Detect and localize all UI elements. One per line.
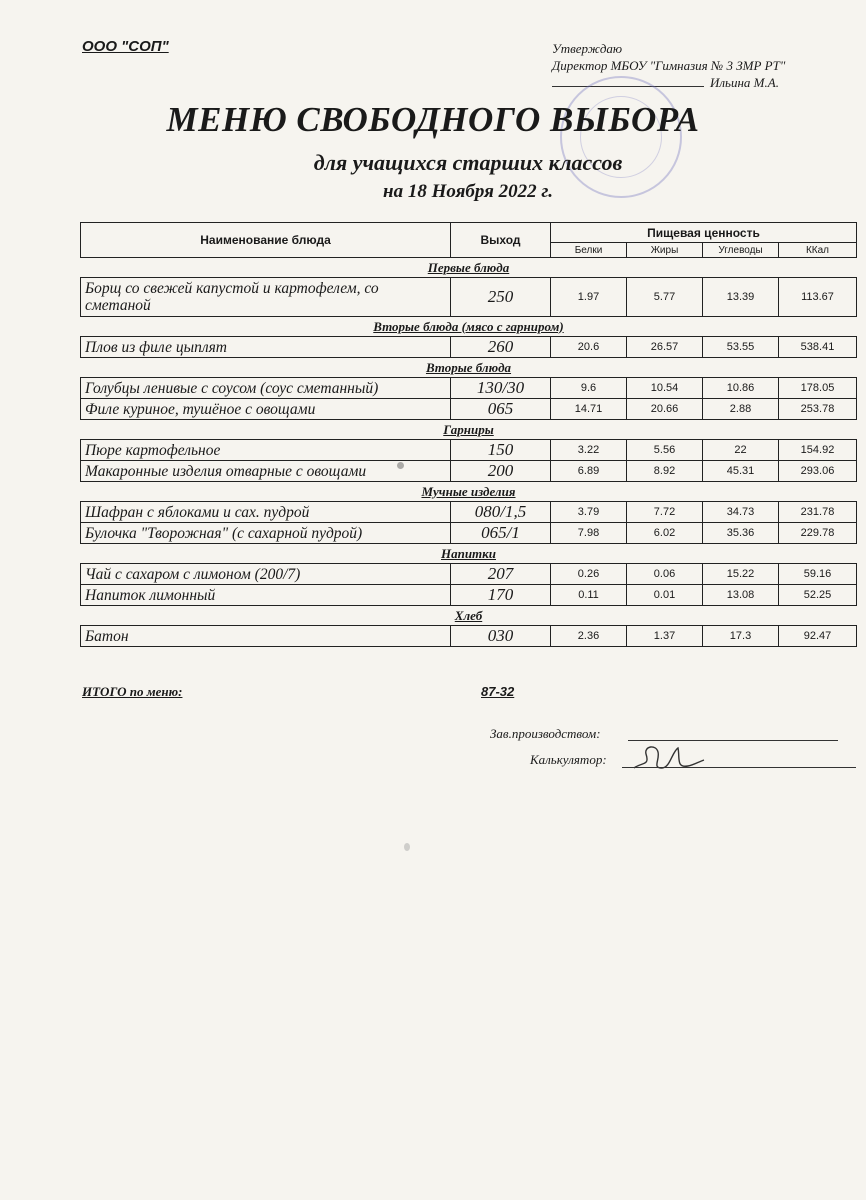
dish-output: 080/1,5 [451, 502, 551, 523]
calculator-signature [530, 752, 607, 768]
dish-kcal: 293.06 [779, 461, 857, 482]
dish-carbs: 13.08 [703, 585, 779, 606]
dish-output: 030 [451, 626, 551, 647]
dish-fats: 20.66 [627, 399, 703, 420]
dish-fats: 0.06 [627, 564, 703, 585]
section-title: Первые блюда [81, 258, 857, 278]
dish-fats: 10.54 [627, 378, 703, 399]
dish-carbs: 34.73 [703, 502, 779, 523]
header-dish-name: Наименование блюда [81, 223, 451, 258]
header-nutrition: Пищевая ценность [551, 223, 857, 243]
dish-name: Макаронные изделия отварные с овощами [81, 461, 451, 482]
total-label: ИТОГО по меню: [82, 684, 183, 699]
table-row [81, 626, 857, 647]
dish-carbs: 22 [703, 440, 779, 461]
table-row [81, 502, 857, 523]
dish-carbs: 35.36 [703, 523, 779, 544]
dish-output: 150 [451, 440, 551, 461]
dish-fats: 6.02 [627, 523, 703, 544]
dish-name: Напиток лимонный [81, 585, 451, 606]
dish-fats: 1.37 [627, 626, 703, 647]
dish-proteins: 3.79 [551, 502, 627, 523]
table-row [81, 278, 857, 317]
dish-name: Плов из филе цыплят [81, 337, 451, 358]
table-row [81, 337, 857, 358]
dish-name: Филе куриное, тушёное с овощами [81, 399, 451, 420]
dish-fats: 26.57 [627, 337, 703, 358]
page-title: МЕНЮ СВОБОДНОГО ВЫБОРА [166, 100, 700, 139]
dish-name: Булочка "Творожная" (с сахарной пудрой) [81, 523, 451, 544]
table-row [81, 440, 857, 461]
dish-proteins: 2.36 [551, 626, 627, 647]
dish-kcal: 229.78 [779, 523, 857, 544]
section-title: Вторые блюда [81, 358, 857, 378]
page-subtitle: для учащихся старших классов [313, 150, 623, 175]
dish-carbs: 10.86 [703, 378, 779, 399]
production-head-label: Зав.производством: [490, 726, 601, 741]
total-value: 87-32 [481, 684, 515, 699]
paper-speck-icon [397, 462, 404, 469]
approval-signature [552, 74, 852, 91]
organization-name: ООО "СОП" [82, 38, 169, 55]
dish-output: 130/30 [451, 378, 551, 399]
dish-kcal: 59.16 [779, 564, 857, 585]
dish-output: 065 [451, 399, 551, 420]
dish-proteins: 1.97 [551, 278, 627, 317]
section-title: Мучные изделия [81, 482, 857, 502]
header-carbs: Углеводы [703, 243, 779, 258]
dish-name: Чай с сахаром с лимоном (200/7) [81, 564, 451, 585]
handwritten-signature-icon [628, 738, 708, 778]
dish-name: Батон [81, 626, 451, 647]
dish-output: 260 [451, 337, 551, 358]
dish-kcal: 231.78 [779, 502, 857, 523]
section-header [81, 420, 857, 440]
section-header [81, 317, 857, 337]
dish-name: Голубцы ленивые с соусом (соус сметанный) [81, 378, 451, 399]
dish-output: 200 [451, 461, 551, 482]
approval-line-1: Утверждаю [552, 41, 623, 56]
dish-fats: 5.56 [627, 440, 703, 461]
header-fats: Жиры [627, 243, 703, 258]
dish-kcal: 178.05 [779, 378, 857, 399]
section-title: Гарниры [81, 420, 857, 440]
approval-line-2: Директор МБОУ "Гимназия № 3 ЗМР РТ" [552, 58, 786, 73]
table-row [81, 461, 857, 482]
dish-output: 250 [451, 278, 551, 317]
dish-carbs: 17.3 [703, 626, 779, 647]
paper-speck-icon [404, 843, 410, 851]
header-proteins: Белки [551, 243, 627, 258]
section-header [81, 482, 857, 502]
dish-carbs: 2.88 [703, 399, 779, 420]
dish-carbs: 15.22 [703, 564, 779, 585]
dish-kcal: 113.67 [779, 278, 857, 317]
director-signature-line [552, 86, 704, 87]
dish-carbs: 13.39 [703, 278, 779, 317]
dish-fats: 7.72 [627, 502, 703, 523]
dish-name: Пюре картофельное [81, 440, 451, 461]
table-row [81, 585, 857, 606]
header-output: Выход [451, 223, 551, 258]
section-title: Вторые блюда (мясо с гарниром) [81, 317, 857, 337]
dish-kcal: 92.47 [779, 626, 857, 647]
dish-proteins: 14.71 [551, 399, 627, 420]
dish-proteins: 3.22 [551, 440, 627, 461]
dish-output: 170 [451, 585, 551, 606]
menu-table [80, 222, 857, 647]
table-row [81, 523, 857, 544]
dish-kcal: 538.41 [779, 337, 857, 358]
dish-output: 065/1 [451, 523, 551, 544]
dish-carbs: 45.31 [703, 461, 779, 482]
dish-kcal: 154.92 [779, 440, 857, 461]
table-row [81, 564, 857, 585]
section-header [81, 606, 857, 626]
dish-kcal: 52.25 [779, 585, 857, 606]
section-header [81, 544, 857, 564]
dish-proteins: 9.6 [551, 378, 627, 399]
dish-proteins: 6.89 [551, 461, 627, 482]
dish-fats: 5.77 [627, 278, 703, 317]
section-header [81, 258, 857, 278]
dish-carbs: 53.55 [703, 337, 779, 358]
dish-name: Борщ со свежей капустой и картофелем, со сметаной [81, 278, 451, 317]
dish-proteins: 0.26 [551, 564, 627, 585]
section-header [81, 358, 857, 378]
production-head-signature [490, 726, 601, 742]
dish-fats: 0.01 [627, 585, 703, 606]
table-row [81, 399, 857, 420]
section-title: Напитки [81, 544, 857, 564]
menu-date: на 18 Ноября 2022 г. [383, 181, 553, 202]
dish-proteins: 7.98 [551, 523, 627, 544]
header-kcal: ККал [779, 243, 857, 258]
calculator-label: Калькулятор: [530, 752, 607, 767]
dish-proteins: 0.11 [551, 585, 627, 606]
section-title: Хлеб [81, 606, 857, 626]
approval-block [552, 40, 852, 91]
dish-output: 207 [451, 564, 551, 585]
dish-kcal: 253.78 [779, 399, 857, 420]
dish-name: Шафран с яблоками и сах. пудрой [81, 502, 451, 523]
dish-fats: 8.92 [627, 461, 703, 482]
table-row [81, 378, 857, 399]
dish-proteins: 20.6 [551, 337, 627, 358]
director-name: Ильина М.А. [710, 75, 779, 90]
